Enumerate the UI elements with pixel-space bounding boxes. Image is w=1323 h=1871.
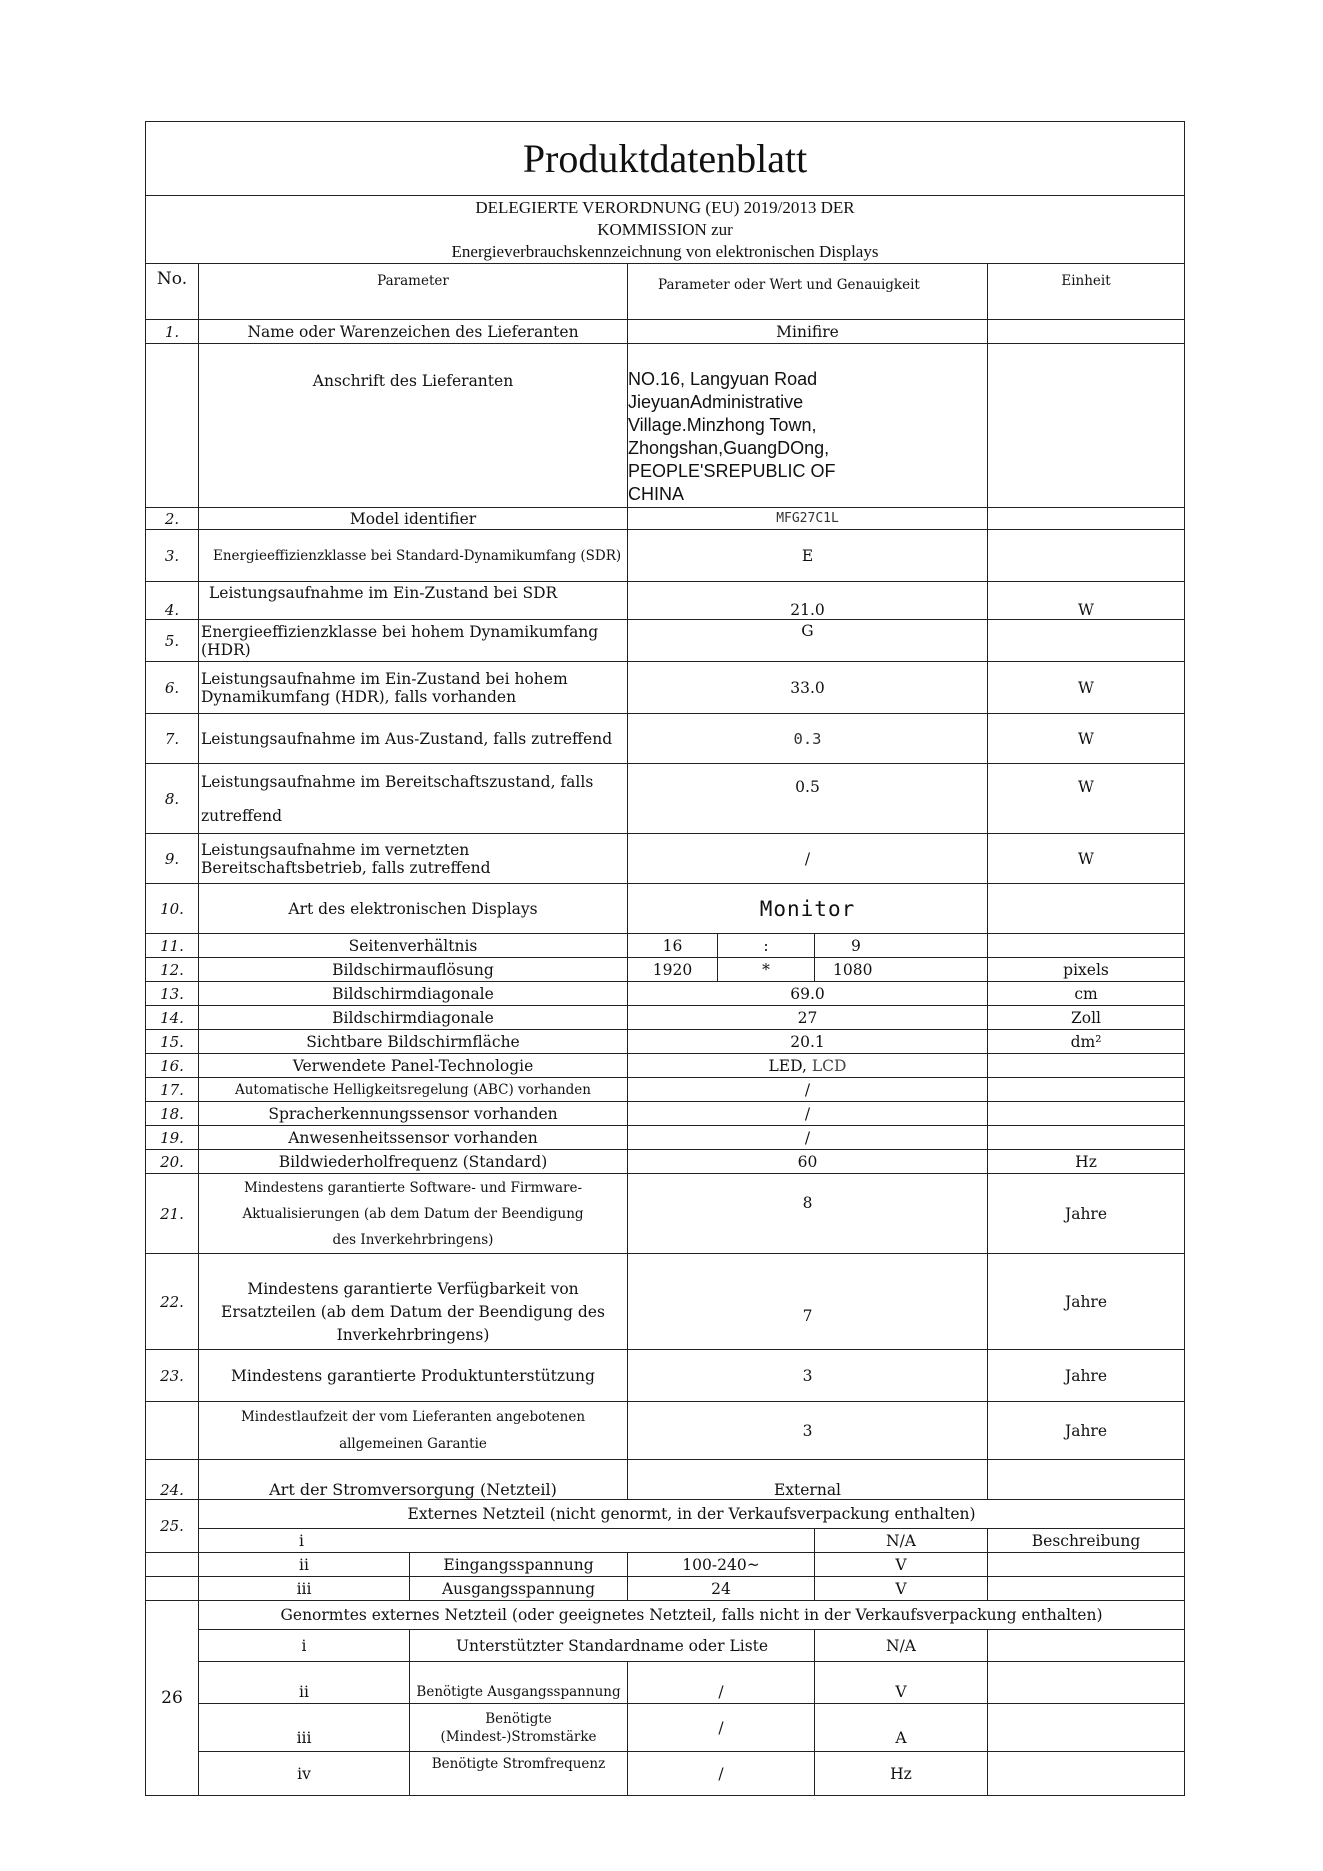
row-unit: cm xyxy=(988,982,1185,1006)
regulation-heading xyxy=(146,196,1185,264)
row-unit: Jahre xyxy=(988,1402,1185,1460)
row-parameter: Bildschirmauflösung xyxy=(199,958,628,982)
table-row xyxy=(146,1529,1185,1553)
row-number: 1. xyxy=(146,320,199,344)
document-title: Produktdatenblatt xyxy=(146,122,1185,196)
row-parameter: Mindestens garantierte Software- und Firmware-Aktualisierungen (ab dem Datum der Beendigung des Inverkehrbringens) xyxy=(199,1174,628,1254)
row-number: 8. xyxy=(146,764,199,834)
row-unit: Jahre xyxy=(988,1350,1185,1402)
row-unit xyxy=(988,1460,1185,1500)
row-number: 26 xyxy=(146,1601,199,1796)
row-value: 20.1 xyxy=(628,1030,988,1054)
display-type-value: Monitor xyxy=(628,884,988,934)
sub-index: iii xyxy=(199,1704,410,1752)
row-value: 0.3 xyxy=(628,714,988,764)
row-value: 69.0 xyxy=(628,982,988,1006)
row-unit: W xyxy=(988,714,1185,764)
table-row xyxy=(146,1460,1185,1500)
row-number: 4. xyxy=(146,582,199,620)
row-value: / xyxy=(628,1662,815,1704)
row-parameter: Benötigte Ausgangsspannung xyxy=(410,1662,628,1704)
row-parameter: Eingangsspannung xyxy=(410,1553,628,1577)
sub-index: ii xyxy=(199,1662,410,1704)
row-unit xyxy=(988,320,1185,344)
table-row xyxy=(146,344,1185,508)
row-number: 14. xyxy=(146,1006,199,1030)
row-unit: W xyxy=(988,834,1185,884)
row-unit: V xyxy=(815,1577,988,1601)
table-row xyxy=(146,1662,1185,1704)
table-row xyxy=(146,1630,1185,1662)
row-number: 9. xyxy=(146,834,199,884)
address-line: PEOPLE'SREPUBLIC OF xyxy=(628,461,836,481)
external-psu-heading: Externes Netzteil (nicht genormt, in der Verkaufsverpackung enthalten) xyxy=(199,1500,1185,1529)
row-number: 17. xyxy=(146,1078,199,1102)
table-row xyxy=(146,662,1185,714)
header-unit: Einheit xyxy=(988,264,1185,320)
table-row xyxy=(146,1078,1185,1102)
data-sheet-table xyxy=(145,121,1185,1796)
model-identifier: MFG27C1L xyxy=(628,508,988,530)
row-number: 11. xyxy=(146,934,199,958)
table-row xyxy=(146,958,1185,982)
table-row xyxy=(146,982,1185,1006)
header-no: No. xyxy=(146,264,199,320)
table-row xyxy=(146,508,1185,530)
row-number: 16. xyxy=(146,1054,199,1078)
row-parameter: Art des elektronischen Displays xyxy=(199,884,628,934)
row-parameter: Ausgangsspannung xyxy=(410,1577,628,1601)
row-parameter: Anwesenheitssensor vorhanden xyxy=(199,1126,628,1150)
row-parameter: Model identifier xyxy=(199,508,628,530)
table-row xyxy=(146,1553,1185,1577)
row-number: 19. xyxy=(146,1126,199,1150)
row-number: 12. xyxy=(146,958,199,982)
row-value: 0.5 xyxy=(628,764,988,834)
header-parameter: Parameter xyxy=(199,264,628,320)
table-row xyxy=(146,1350,1185,1402)
regulation-line-1: DELEGIERTE VERORDNUNG (EU) 2019/2013 DER xyxy=(475,197,855,217)
table-row xyxy=(146,764,1185,834)
row-unit: Jahre xyxy=(988,1254,1185,1350)
table-row xyxy=(146,1500,1185,1529)
row-parameter: Benötigte (Mindest-)Stromstärke xyxy=(410,1704,628,1752)
row-parameter: Bildschirmdiagonale xyxy=(199,1006,628,1030)
table-row xyxy=(146,320,1185,344)
row-unit xyxy=(988,1102,1185,1126)
row-value: / xyxy=(628,1126,988,1150)
panel-technology-value xyxy=(628,1054,988,1078)
row-description xyxy=(988,1553,1185,1577)
row-number: 25. xyxy=(146,1500,199,1553)
row-parameter: Leistungsaufnahme im Ein-Zustand bei SDR xyxy=(199,582,628,620)
sub-index: iii xyxy=(199,1577,410,1601)
row-value: / xyxy=(628,1704,815,1752)
row-parameter: Anschrift des Lieferanten xyxy=(199,344,628,508)
row-number: 10. xyxy=(146,884,199,934)
row-value: / xyxy=(628,1102,988,1126)
table-row xyxy=(146,714,1185,764)
row-description xyxy=(988,1704,1185,1752)
row-unit xyxy=(988,530,1185,582)
row-parameter: Mindestens garantierte Produktunterstützung xyxy=(199,1350,628,1402)
row-unit: N/A xyxy=(815,1630,988,1662)
row-unit xyxy=(988,508,1185,530)
table-row xyxy=(146,1006,1185,1030)
row-unit: Hz xyxy=(988,1150,1185,1174)
row-unit: W xyxy=(988,764,1185,834)
row-number: 3. xyxy=(146,530,199,582)
row-number: 18. xyxy=(146,1102,199,1126)
row-value: 24 xyxy=(628,1577,815,1601)
row-parameter: Leistungsaufnahme im vernetzten Bereitschaftsbetrieb, falls zutreffend xyxy=(199,834,628,884)
table-header-row xyxy=(146,264,1185,320)
row-parameter: Bildwiederholfrequenz (Standard) xyxy=(199,1150,628,1174)
row-unit xyxy=(988,1054,1185,1078)
row-unit: A xyxy=(815,1704,988,1752)
table-row xyxy=(146,1402,1185,1460)
row-value: 27 xyxy=(628,1006,988,1030)
row-unit: pixels xyxy=(988,958,1185,982)
table-row xyxy=(146,934,1185,958)
table-row xyxy=(146,530,1185,582)
row-value: 100-240~ xyxy=(628,1553,815,1577)
address-line: Village.Minzhong Town, xyxy=(628,415,817,435)
table-row xyxy=(146,1601,1185,1630)
row-unit: dm² xyxy=(988,1030,1185,1054)
row-description xyxy=(988,1752,1185,1796)
sub-index: i xyxy=(199,1630,410,1662)
row-value: G xyxy=(628,620,988,662)
row-value: / xyxy=(628,1752,815,1796)
row-value: External xyxy=(628,1460,988,1500)
row-parameter: Energieeffizienzklasse bei Standard-Dynamikumfang (SDR) xyxy=(199,530,628,582)
table-row xyxy=(146,884,1185,934)
row-value: 21.0 xyxy=(628,582,988,620)
supplier-address xyxy=(628,344,988,508)
table-row xyxy=(146,1704,1185,1752)
row-parameter: Name oder Warenzeichen des Lieferanten xyxy=(199,320,628,344)
row-parameter: Leistungsaufnahme im Ein-Zustand bei hohem Dynamikumfang (HDR), falls vorhanden xyxy=(199,662,628,714)
product-data-sheet xyxy=(145,121,1184,1796)
resolution-height: 1080 xyxy=(815,958,988,982)
row-parameter: Mindestlaufzeit der vom Lieferanten angebotenen allgemeinen Garantie xyxy=(199,1402,628,1460)
row-number xyxy=(146,344,199,508)
row-number: 24. xyxy=(146,1460,199,1500)
address-line: JieyuanAdministrative xyxy=(628,392,804,412)
sub-index: ii xyxy=(199,1553,410,1577)
row-number: 13. xyxy=(146,982,199,1006)
row-unit: Jahre xyxy=(988,1174,1185,1254)
row-unit xyxy=(988,344,1185,508)
row-number xyxy=(146,1553,199,1577)
row-value: 3 xyxy=(628,1402,988,1460)
row-parameter: Spracherkennungssensor vorhanden xyxy=(199,1102,628,1126)
panel-tech-led: LED, xyxy=(768,1056,807,1075)
row-value: 8 xyxy=(628,1174,988,1254)
row-value: / xyxy=(628,1078,988,1102)
table-row xyxy=(146,1752,1185,1796)
address-line: NO.16, Langyuan Road xyxy=(628,369,818,389)
sub-index: iv xyxy=(199,1752,410,1796)
row-parameter: Art der Stromversorgung (Netzteil) xyxy=(199,1460,628,1500)
row-description xyxy=(988,1662,1185,1704)
row-value: 3 xyxy=(628,1350,988,1402)
row-number: 6. xyxy=(146,662,199,714)
address-line: Zhongshan,GuangDOng, xyxy=(628,438,830,458)
address-line: CHINA xyxy=(628,484,685,504)
aspect-ratio-height: 9 xyxy=(815,934,988,958)
row-description xyxy=(988,1577,1185,1601)
row-parameter: Verwendete Panel-Technologie xyxy=(199,1054,628,1078)
row-unit: W xyxy=(988,662,1185,714)
header-value: Parameter oder Wert und Genauigkeit xyxy=(628,264,988,320)
row-value: 60 xyxy=(628,1150,988,1174)
row-parameter: Sichtbare Bildschirmfläche xyxy=(199,1030,628,1054)
row-value: Minifire xyxy=(628,320,988,344)
regulation-line-2: KOMMISSION zur xyxy=(597,219,733,239)
table-row xyxy=(146,834,1185,884)
regulation-line-3: Energieverbrauchskennzeichnung von elektronischen Displays xyxy=(451,241,879,261)
row-unit: V xyxy=(815,1553,988,1577)
row-parameter-line: Leistungsaufnahme im Bereitschaftszustand, falls xyxy=(201,772,594,791)
table-row xyxy=(146,1254,1185,1350)
row-parameter: Energieeffizienzklasse bei hohem Dynamikumfang (HDR) xyxy=(199,620,628,662)
row-value: 33.0 xyxy=(628,662,988,714)
row-number: 23. xyxy=(146,1350,199,1402)
row-parameter: Automatische Helligkeitsregelung (ABC) vorhanden xyxy=(199,1078,628,1102)
row-unit: Zoll xyxy=(988,1006,1185,1030)
row-unit: Hz xyxy=(815,1752,988,1796)
aspect-ratio-separator: : xyxy=(718,934,815,958)
row-parameter: Leistungsaufnahme im Aus-Zustand, falls zutreffend xyxy=(199,714,628,764)
table-row xyxy=(146,1577,1185,1601)
row-unit: V xyxy=(815,1662,988,1704)
panel-tech-lcd: LCD xyxy=(811,1056,847,1075)
row-unit xyxy=(988,620,1185,662)
table-row xyxy=(146,620,1185,662)
table-row xyxy=(146,1030,1185,1054)
row-number: 21. xyxy=(146,1174,199,1254)
row-number xyxy=(146,1577,199,1601)
row-number: 22. xyxy=(146,1254,199,1350)
description-header: Beschreibung xyxy=(988,1529,1185,1553)
row-number: 5. xyxy=(146,620,199,662)
row-parameter: Unterstützter Standardname oder Liste xyxy=(410,1630,815,1662)
row-parameter xyxy=(199,764,628,834)
row-number: 2. xyxy=(146,508,199,530)
standard-psu-heading: Genormtes externes Netzteil (oder geeignetes Netzteil, falls nicht in der Verkaufsverpackung enthalten) xyxy=(199,1601,1185,1630)
table-row xyxy=(146,1102,1185,1126)
row-number: 20. xyxy=(146,1150,199,1174)
sub-index: i xyxy=(199,1529,815,1553)
row-unit: N/A xyxy=(815,1529,988,1553)
row-parameter: Bildschirmdiagonale xyxy=(199,982,628,1006)
row-unit: W xyxy=(988,582,1185,620)
table-row xyxy=(146,1126,1185,1150)
row-value: / xyxy=(628,834,988,884)
table-row xyxy=(146,582,1185,620)
row-number xyxy=(146,1402,199,1460)
resolution-width: 1920 xyxy=(628,958,718,982)
row-parameter-line: zutreffend xyxy=(201,806,283,825)
resolution-separator: * xyxy=(718,958,815,982)
row-value: E xyxy=(628,530,988,582)
row-parameter: Benötigte Stromfrequenz xyxy=(410,1752,628,1796)
row-description xyxy=(988,1630,1185,1662)
table-row xyxy=(146,1174,1185,1254)
row-value: 7 xyxy=(628,1254,988,1350)
row-number: 7. xyxy=(146,714,199,764)
row-number: 15. xyxy=(146,1030,199,1054)
row-unit xyxy=(988,1078,1185,1102)
row-unit xyxy=(988,1126,1185,1150)
row-unit xyxy=(988,934,1185,958)
table-row xyxy=(146,1150,1185,1174)
row-unit xyxy=(988,884,1185,934)
aspect-ratio-width: 16 xyxy=(628,934,718,958)
row-parameter: Mindestens garantierte Verfügbarkeit von Ersatzteilen (ab dem Datum der Beendigung des Inverkehrbringens) xyxy=(199,1254,628,1350)
row-parameter: Seitenverhältnis xyxy=(199,934,628,958)
table-row xyxy=(146,1054,1185,1078)
